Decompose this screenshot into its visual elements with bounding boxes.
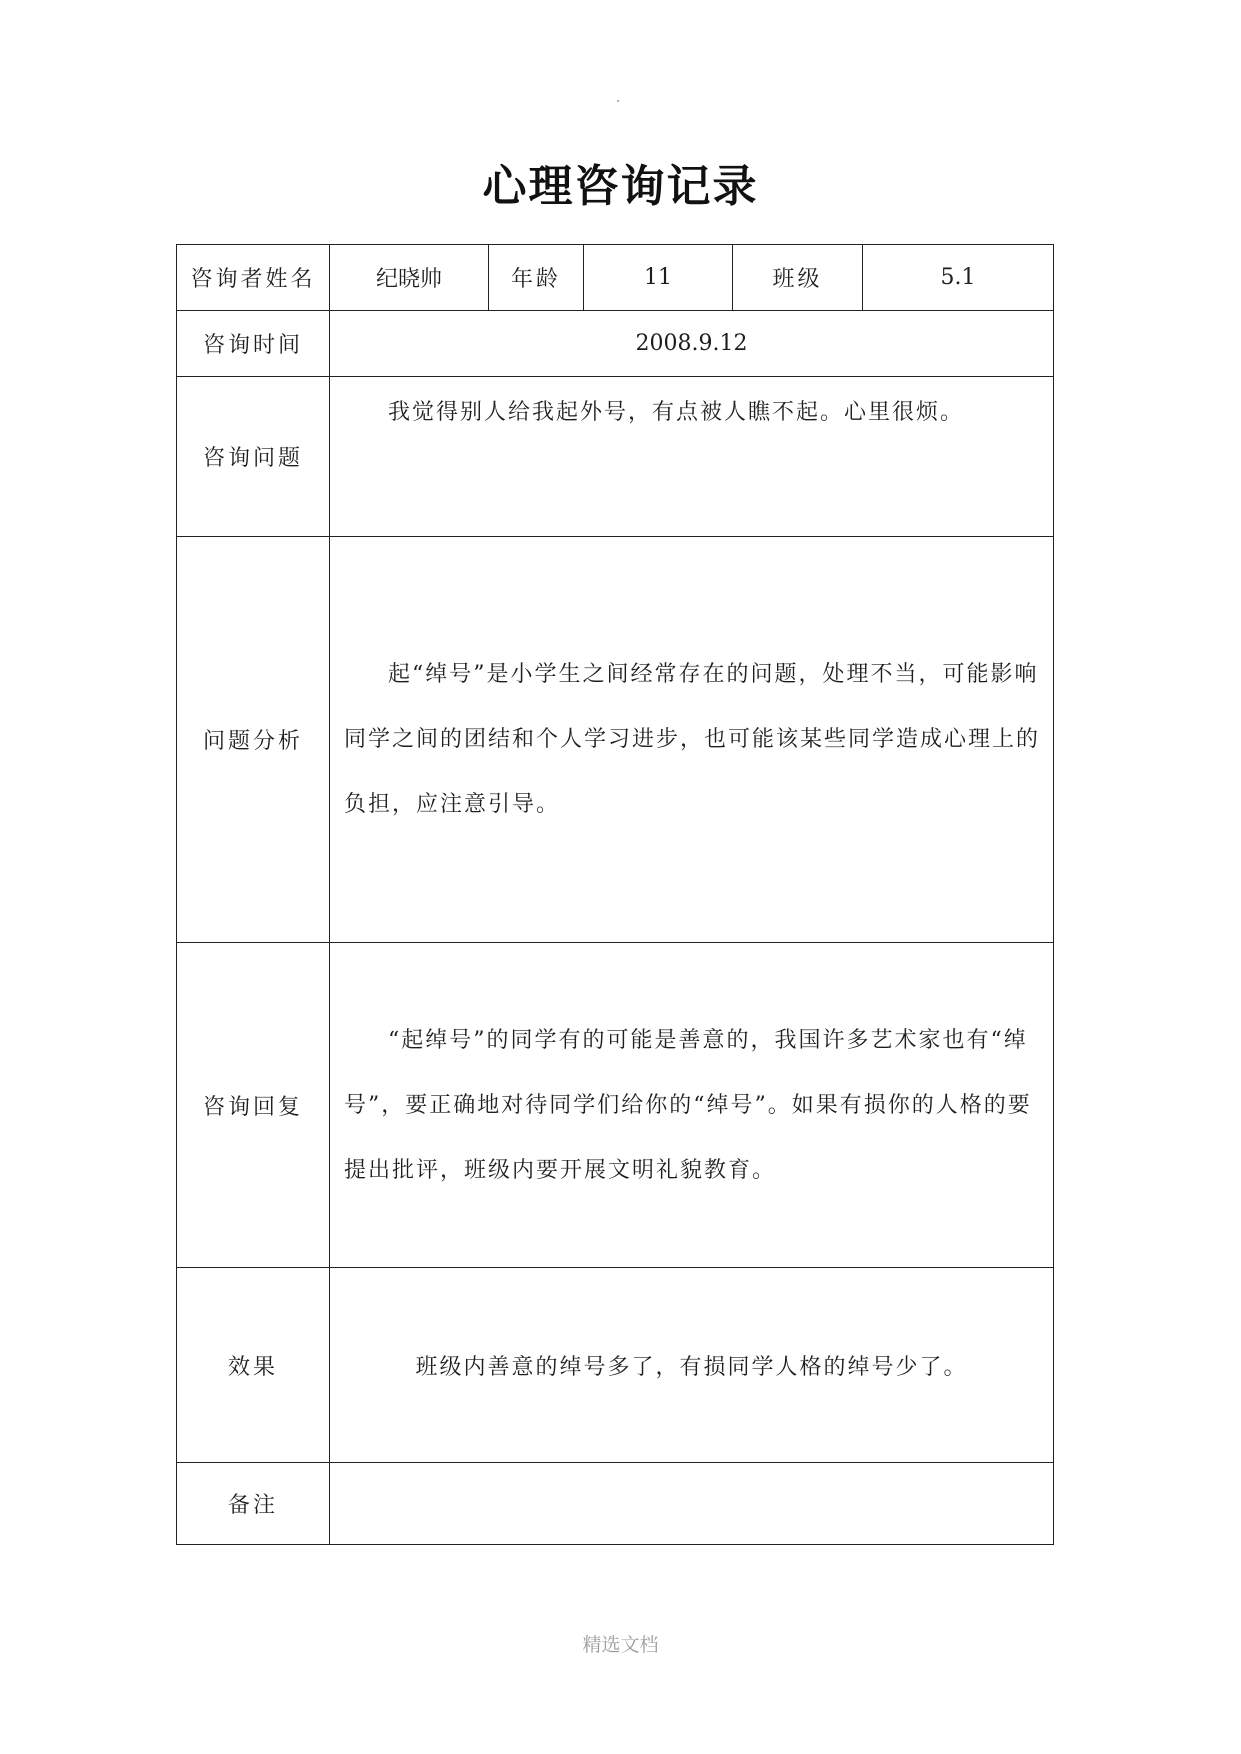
class-value: 5.1 [863, 245, 1054, 311]
problem-label: 咨询问题 [177, 377, 330, 537]
table-row [177, 1268, 1054, 1463]
remarks-value [330, 1463, 1054, 1545]
consultation-record-table [176, 244, 1054, 1545]
name-value: 纪晓帅 [330, 245, 489, 311]
footer-watermark: 精选文档 [582, 1634, 659, 1656]
table-row [177, 377, 1054, 537]
effect-text: 班级内善意的绰号多了，有损同学人格的绰号少了。 [330, 1268, 1054, 1463]
table-row [177, 1463, 1054, 1545]
table-row [177, 311, 1054, 377]
page-marker-dot [617, 100, 619, 102]
age-value: 11 [584, 245, 733, 311]
reply-text: “起绰号”的同学有的可能是善意的，我国许多艺术家也有“绰号”，要正确地对待同学们给你的“绰号”。如果有损你的人格的要提出批评，班级内要开展文明礼貌教育。 [330, 943, 1054, 1268]
time-label: 咨询时间 [177, 311, 330, 377]
time-value: 2008.9.12 [330, 311, 1054, 377]
problem-text: 我觉得别人给我起外号，有点被人瞧不起。心里很烦。 [330, 377, 1054, 537]
remarks-label: 备注 [177, 1463, 330, 1545]
effect-label: 效果 [177, 1268, 330, 1463]
table-row [177, 245, 1054, 311]
age-label: 年龄 [489, 245, 584, 311]
reply-label: 咨询回复 [177, 943, 330, 1268]
document-title: 心理咨询记录 [482, 161, 759, 212]
analysis-label: 问题分析 [177, 537, 330, 943]
table-row [177, 537, 1054, 943]
table-row [177, 943, 1054, 1268]
name-label: 咨询者姓名 [177, 245, 330, 311]
analysis-text: 起“绰号”是小学生之间经常存在的问题，处理不当，可能影响同学之间的团结和个人学习进步，也可能该某些同学造成心理上的负担，应注意引导。 [330, 537, 1054, 943]
class-label: 班级 [733, 245, 863, 311]
